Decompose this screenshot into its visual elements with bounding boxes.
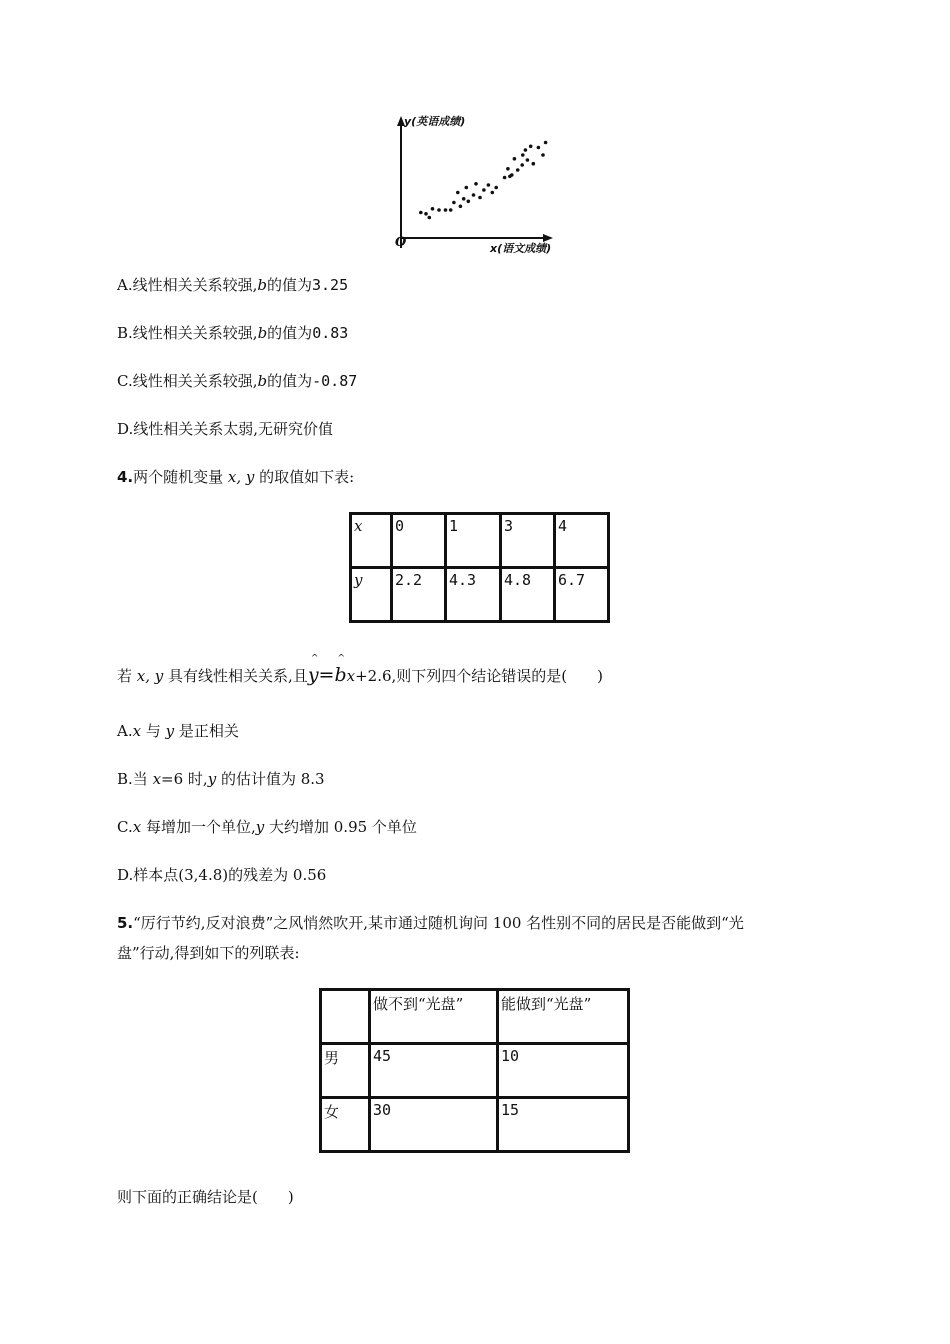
scatter-point	[506, 167, 510, 171]
table-cell: 30	[370, 1098, 498, 1152]
question-text: 的取值如下表:	[254, 468, 355, 486]
table-cell: 做不到“光盘”	[370, 990, 498, 1044]
scatter-point	[513, 157, 517, 161]
scatter-point	[459, 205, 463, 209]
eq-x: x	[346, 667, 356, 685]
table-cell: 4	[555, 514, 609, 568]
regression-equation	[307, 654, 319, 686]
question-text: +2.6,则下列四个结论错误的是( )	[355, 667, 604, 685]
scatter-point	[508, 175, 512, 179]
q5-text-line2	[117, 942, 300, 963]
question-number: 5.	[117, 914, 134, 932]
q4-option-c	[117, 816, 417, 837]
scatter-point	[456, 191, 460, 195]
option-var: x	[152, 770, 162, 788]
scatter-point	[503, 176, 507, 180]
scatter-point	[478, 196, 482, 200]
table-row	[351, 514, 609, 568]
q3-option-a	[117, 274, 348, 295]
option-text: 每增加一个单位,	[141, 818, 256, 836]
table-cell: 2.2	[392, 568, 446, 622]
option-num: 0.83	[312, 324, 349, 342]
option-var: x	[132, 818, 142, 836]
scatter-point	[444, 208, 448, 212]
scatter-point	[541, 153, 545, 157]
question-text: 若	[117, 667, 137, 685]
scatter-point	[526, 158, 530, 162]
option-var: y	[165, 722, 175, 740]
option-text: 的值为	[267, 372, 313, 390]
table-cell: 15	[498, 1098, 629, 1152]
table-cell: 0	[392, 514, 446, 568]
table-cell: 能做到“光盘”	[498, 990, 629, 1044]
question-vars: x, y	[227, 468, 255, 486]
question-text: 两个随机变量	[133, 468, 228, 486]
scatter-point	[532, 162, 536, 166]
question-text: 盘”行动,得到如下的列联表:	[117, 944, 300, 962]
scatter-point	[472, 193, 476, 197]
table-cell: 1	[446, 514, 501, 568]
option-text: 的值为	[266, 276, 312, 294]
question-text: 则下面的正确结论是( )	[117, 1188, 294, 1206]
question-vars: x, y	[136, 667, 164, 685]
table-cell: 6.7	[555, 568, 609, 622]
q5-contingency-table	[319, 988, 630, 1153]
q4-intro	[117, 466, 354, 487]
scatter-point	[428, 216, 432, 220]
scatter-point	[494, 186, 498, 190]
option-var: y	[255, 818, 265, 836]
scatter-point	[516, 168, 520, 172]
hat-mark: ^	[310, 654, 319, 664]
table-cell: 45	[370, 1044, 498, 1098]
scatter-plot	[385, 108, 565, 258]
scatter-point	[529, 145, 533, 149]
y-axis-label: y(英语成绩)	[404, 115, 466, 128]
option-text: A.	[117, 722, 133, 740]
q3-option-b	[117, 322, 348, 343]
table-cell: 10	[498, 1044, 629, 1098]
scatter-point	[462, 197, 466, 201]
option-text: 与	[141, 722, 166, 740]
option-text: 的值为	[267, 324, 313, 342]
scatter-point	[449, 208, 453, 212]
table-row	[321, 990, 629, 1044]
question-text: 具有线性相关关系,且	[163, 667, 308, 685]
scatter-point	[431, 207, 435, 211]
option-text: A.线性相关关系较强,	[117, 276, 258, 294]
table-row	[321, 1044, 629, 1098]
option-num: -0.87	[312, 372, 358, 390]
q5-question	[117, 1186, 294, 1207]
scatter-point	[419, 211, 423, 215]
eq-b-wrap	[334, 654, 347, 686]
eq-equals: =	[318, 664, 335, 686]
option-text: D.线性相关关系太弱,无研究价值	[117, 420, 334, 438]
table-cell: 4.8	[501, 568, 555, 622]
q4-option-d	[117, 864, 326, 885]
table-cell: 3	[501, 514, 555, 568]
x-axis-label: x(语文成绩)	[490, 242, 552, 255]
scatter-point	[465, 186, 469, 190]
option-text: B.线性相关关系较强,	[117, 324, 258, 342]
q4-option-a	[117, 720, 239, 741]
q5-text-line1	[117, 912, 744, 933]
eq-b: b	[334, 664, 347, 686]
option-num: 3.25	[312, 276, 349, 294]
option-var: b	[257, 324, 268, 342]
option-text: 是正相关	[174, 722, 239, 740]
table-cell: x	[351, 514, 392, 568]
question-text: “厉行节约,反对浪费”之风悄然吹开,某市通过随机询问 100 名性别不同的居民是否能做到“光	[133, 914, 744, 932]
scatter-point	[491, 191, 495, 195]
origin-label: O	[395, 235, 407, 250]
table-cell	[321, 990, 370, 1044]
scatter-point	[537, 146, 541, 150]
scatter-point	[544, 141, 548, 145]
q3-option-d	[117, 418, 333, 439]
option-text: 的估计值为 8.3	[216, 770, 325, 788]
scatter-point	[467, 200, 471, 204]
table-row	[321, 1098, 629, 1152]
option-text: C.线性相关关系较强,	[117, 372, 258, 390]
table-row	[351, 568, 609, 622]
scatter-point	[524, 148, 528, 152]
option-text: C.	[117, 818, 133, 836]
scatter-point	[452, 201, 456, 205]
option-var: b	[257, 372, 268, 390]
option-var: b	[257, 276, 267, 294]
table-cell: 4.3	[446, 568, 501, 622]
option-var: y	[207, 770, 217, 788]
scatter-point	[424, 212, 428, 216]
eq-y: y	[307, 664, 319, 686]
scatter-point	[487, 183, 491, 187]
scatter-point	[521, 153, 525, 157]
scatter-point	[482, 188, 486, 192]
option-text: =6 时,	[161, 770, 208, 788]
table-cell: y	[351, 568, 392, 622]
q4-condition	[117, 654, 604, 686]
table-cell: 女	[321, 1098, 370, 1152]
scatter-point	[437, 208, 441, 212]
q3-option-c	[117, 370, 357, 391]
option-var: x	[132, 722, 142, 740]
q4-table	[349, 512, 610, 623]
hat-mark: ^	[337, 654, 346, 664]
option-text: 大约增加 0.95 个单位	[264, 818, 417, 836]
option-text: D.样本点(3,4.8)的残差为 0.56	[117, 866, 327, 884]
q4-option-b	[117, 768, 325, 789]
scatter-point	[520, 163, 524, 167]
scatter-point	[474, 182, 478, 186]
option-text: B.当	[117, 770, 153, 788]
question-number: 4.	[117, 468, 134, 486]
table-cell: 男	[321, 1044, 370, 1098]
